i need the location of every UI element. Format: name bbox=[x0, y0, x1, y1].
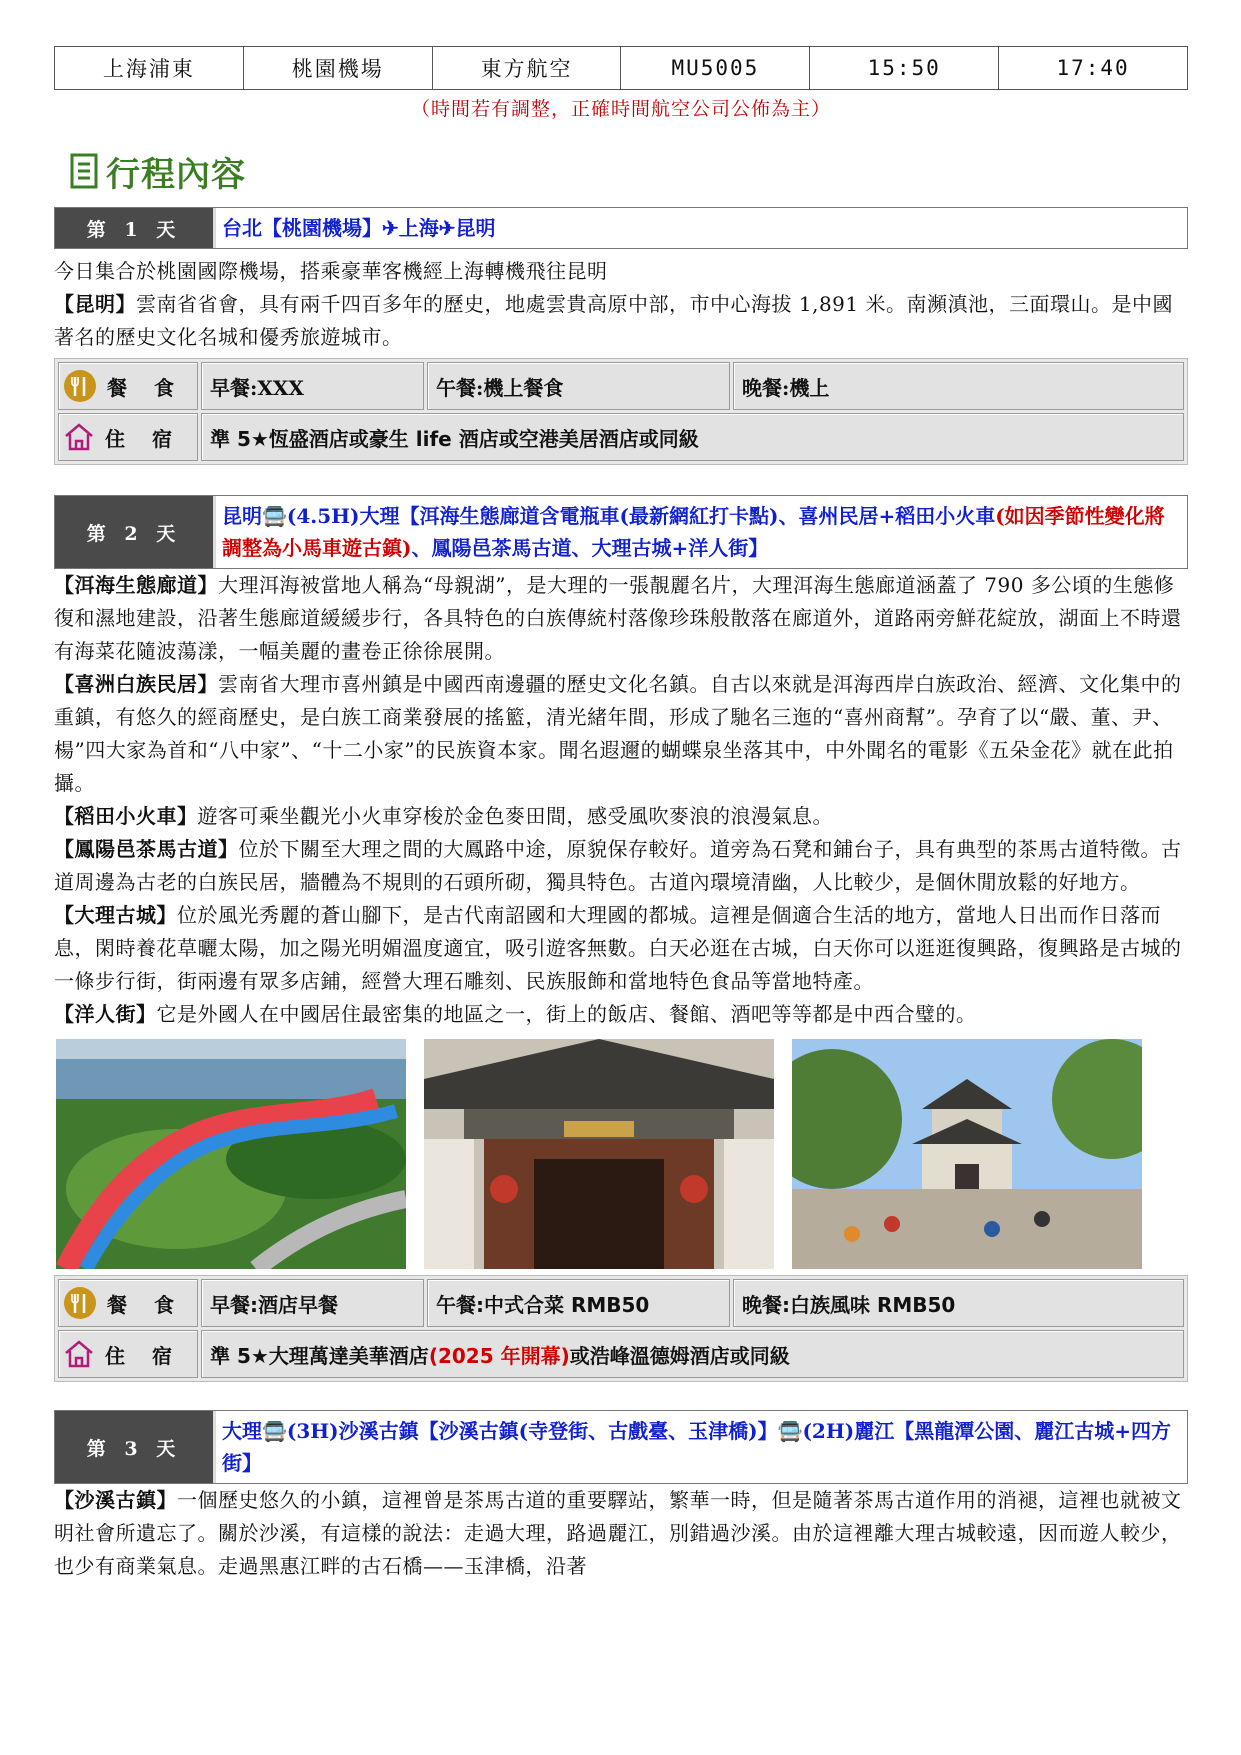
day-2-hotel-row bbox=[58, 1330, 1184, 1378]
hotel-label-cell bbox=[58, 1330, 198, 1378]
day-2-paragraph: 【鳳陽邑茶馬古道】位於下關至大理之間的大鳳路中途，原貌保存較好。道旁為石凳和鋪台子，具有典型的茶馬古道特徵。古道周邊為古老的白族民居，牆體為不規則的石頭所砌，獨具特色。古道內環境清幽，人比較少，是個休閒放鬆的好地方。 bbox=[54, 837, 1182, 894]
day-1-header bbox=[54, 207, 1188, 249]
meals-label: 餐 食 bbox=[107, 1292, 184, 1317]
flight-cell-from: 上海浦東 bbox=[55, 47, 244, 90]
photo-dali-ancient-city bbox=[792, 1039, 1142, 1269]
day-2-paragraph: 【喜洲白族民居】雲南省大理市喜州鎮是中國西南邊疆的歷史文化名鎮。自古以來就是洱海西岸白族政治、經濟、文化集中的重鎮，有悠久的經商歷史，是白族工商業發展的搖籃，清光緒年間，形成了馳名三迤的“喜州商幫”。孕育了以“嚴、董、尹、楊”四大家為首和“八中家”、“十二小家”的民族資本家。聞名遐邇的蝴蝶泉坐落其中，中外聞名的電影《五朵金花》就在此拍攝。 bbox=[54, 672, 1182, 795]
day-1-paragraph: 【昆明】雲南省省會，具有兩千四百多年的歷史，地處雲貴高原中部，市中心海拔 1,891 米。南瀕滇池，三面環山。是中國著名的歷史文化名城和優秀旅遊城市。 bbox=[54, 292, 1173, 349]
meals-label-cell bbox=[58, 1279, 198, 1327]
flight-cell-depart: 15:50 bbox=[810, 47, 999, 90]
flight-cell-arrive: 17:40 bbox=[999, 47, 1188, 90]
lunch-cell: 午餐:中式合菜 RMB50 bbox=[427, 1279, 730, 1327]
flight-cell-to: 桃園機場 bbox=[243, 47, 432, 90]
photo-strip bbox=[56, 1039, 1188, 1269]
dinner-cell: 晚餐:機上 bbox=[733, 362, 1184, 410]
meals-label: 餐 食 bbox=[107, 375, 184, 400]
flight-row bbox=[55, 47, 1188, 90]
hotel-label-cell bbox=[58, 413, 198, 461]
lunch-cell: 午餐:機上餐食 bbox=[427, 362, 730, 410]
day-2-badge: 第 2 天 bbox=[55, 496, 216, 568]
photo-bai-gate bbox=[424, 1039, 774, 1269]
itinerary-page bbox=[54, 46, 1188, 1583]
hotel-label: 住 宿 bbox=[105, 426, 182, 451]
house-icon bbox=[63, 422, 95, 452]
day-3-route: 大理🚍(3H)沙溪古鎮【沙溪古鎮(寺登街、古戲臺、玉津橋)】🚍(2H)麗江【黑龍潭公園、麗江古城+四方街】 bbox=[222, 1419, 1171, 1475]
time-note: （時間若有調整，正確時間航空公司公佈為主） bbox=[410, 98, 831, 120]
breakfast-cell: 早餐:酒店早餐 bbox=[201, 1279, 424, 1327]
flight-table bbox=[54, 46, 1188, 90]
meals-label-cell bbox=[58, 362, 198, 410]
hotel-label: 住 宿 bbox=[105, 1343, 182, 1368]
section-title bbox=[70, 149, 1188, 193]
day-2-info-table bbox=[54, 1275, 1188, 1382]
day-2-description bbox=[54, 569, 1188, 1031]
flight-cell-number: MU5005 bbox=[621, 47, 810, 90]
itinerary-doc-icon bbox=[70, 153, 100, 189]
breakfast-cell: 早餐:XXX bbox=[201, 362, 424, 410]
dining-icon bbox=[63, 369, 97, 403]
day-2-paragraph: 【稻田小火車】遊客可乘坐觀光小火車穿梭於金色麥田間，感受風吹麥浪的浪漫氣息。 bbox=[54, 804, 833, 828]
dining-icon bbox=[63, 1286, 97, 1320]
day-1-meals-row bbox=[58, 362, 1184, 410]
house-icon bbox=[63, 1339, 95, 1369]
hotel-cell: 準 5★大理萬達美華酒店(2025 年開幕)或浩峰溫德姆酒店或同級 bbox=[201, 1330, 1184, 1378]
day-1-description bbox=[54, 255, 1188, 354]
day-2-paragraph: 【洋人街】它是外國人在中國居住最密集的地區之一，街上的飯店、餐館、酒吧等等都是中西合璧的。 bbox=[54, 1002, 977, 1026]
dinner-cell: 晚餐:白族風味 RMB50 bbox=[733, 1279, 1184, 1327]
photo-erhai-ecological-corridor bbox=[56, 1039, 406, 1269]
day-1-badge: 第 1 天 bbox=[55, 208, 216, 248]
day-1-info-table bbox=[54, 358, 1188, 465]
day-3-header bbox=[54, 1410, 1188, 1484]
hotel-cell: 準 5★恆盛酒店或豪生 life 酒店或空港美居酒店或同級 bbox=[201, 413, 1184, 461]
day-1-route: 台北【桃園機場】✈上海✈昆明 bbox=[222, 216, 496, 240]
day-3-badge: 第 3 天 bbox=[55, 1411, 216, 1483]
day-2-header bbox=[54, 495, 1188, 569]
day-3-paragraph: 【沙溪古鎮】一個歷史悠久的小鎮，這裡曾是茶馬古道的重要驛站，繁華一時，但是隨著茶馬古道作用的消褪，這裡也就被文明社會所遺忘了。關於沙溪，有這樣的說法：走過大理，路過麗江，別錯過沙溪。由於這裡離大理古城較遠，因而遊人較少，也少有商業氣息。走過黑惠江畔的古石橋——玉津橋，沿著 bbox=[54, 1488, 1182, 1578]
day-1-hotel-row bbox=[58, 413, 1184, 461]
day-3-description bbox=[54, 1484, 1188, 1583]
day-1-paragraph: 今日集合於桃園國際機場，搭乘豪華客機經上海轉機飛往昆明 bbox=[54, 259, 608, 283]
day-2-route: 昆明🚍(4.5H)大理【洱海生態廊道含電瓶車(最新網紅打卡點)、喜州民居+稻田小火車(如因季節性變化將調整為小馬車遊古鎮)、鳳陽邑茶馬古道、大理古城+洋人街】 bbox=[222, 504, 1165, 560]
day-2-paragraph: 【洱海生態廊道】大理洱海被當地人稱為“母親湖”，是大理的一張靚麗名片，大理洱海生態廊道涵蓋了 790 多公頃的生態修復和濕地建設，沿著生態廊道緩緩步行，各具特色的白族傳統村落像珍珠般散落在廊道外，道路兩旁鮮花綻放，湖面上不時還有海菜花隨波蕩漾，一幅美麗的畫卷正徐徐展開。 bbox=[54, 573, 1182, 663]
section-title-text: 行程內容 bbox=[106, 154, 246, 195]
flight-cell-airline: 東方航空 bbox=[432, 47, 621, 90]
day-2-paragraph: 【大理古城】位於風光秀麗的蒼山腳下，是古代南詔國和大理國的都城。這裡是個適合生活的地方，當地人日出而作日落而息，閑時養花草曬太陽，加之陽光明媚溫度適宜，吸引遊客無數。白天必逛在古城，白天你可以逛逛復興路，復興路是古城的一條步行街，街兩邊有眾多店鋪，經營大理石雕刻、民族服飾和當地特色食品等當地特產。 bbox=[54, 903, 1182, 993]
day-2-meals-row bbox=[58, 1279, 1184, 1327]
